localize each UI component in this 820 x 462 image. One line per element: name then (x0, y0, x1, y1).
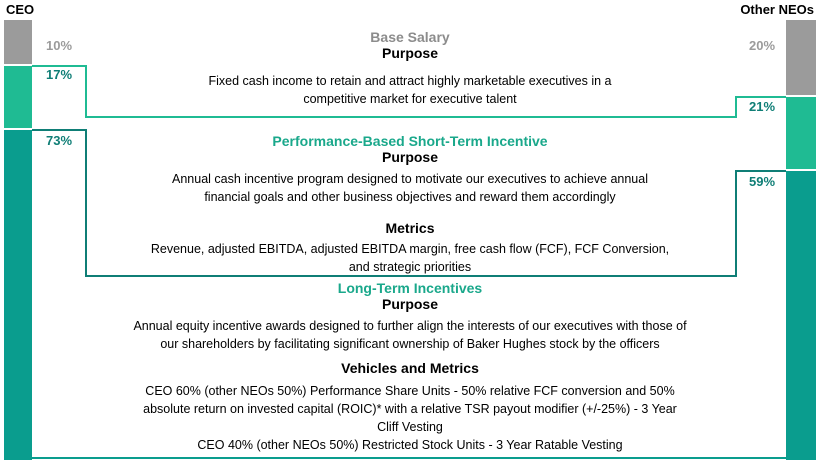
sti-purpose-line: financial goals and other business objectives and reward them accordingly (204, 190, 616, 204)
lti-title: Long-Term Incentives (337, 280, 483, 296)
sti-purpose-line: Annual cash incentive program designed to motivate our executives to achieve annual (172, 172, 648, 186)
lti-vehicles-line: absolute return on invested capital (ROIC)* with a relative TSR payout modifier (+/-25%) - 3 Year (143, 402, 677, 416)
lti-vehicles-line: Cliff Vesting (377, 420, 443, 434)
ceo-base-percent: 10% (46, 38, 73, 53)
lti-vehicles-label: Vehicles and Metrics (341, 360, 479, 376)
other-neos-header: Other NEOs (740, 2, 814, 17)
base-salary-purpose-line: competitive market for executive talent (303, 92, 517, 106)
ceo-header: CEO (6, 2, 35, 17)
base-salary-purpose-text (100, 72, 720, 108)
base-salary-purpose-label: Purpose (381, 45, 438, 61)
sti-purpose-text (90, 170, 730, 206)
neo-sti-percent: 21% (749, 99, 776, 114)
sti-purpose-label: Purpose (381, 149, 438, 165)
sti-metrics-label: Metrics (385, 220, 435, 236)
ceo-sti-percent: 17% (46, 67, 73, 82)
lti-purpose-line: Annual equity incentive awards designed to further align the interests of our executives with those of (133, 319, 687, 333)
lti-purpose-text (60, 317, 760, 353)
base-salary-title: Base Salary (370, 29, 450, 45)
sti-title: Performance-Based Short-Term Incentive (272, 133, 548, 149)
sti-metrics-line: Revenue, adjusted EBITDA, adjusted EBITDA margin, free cash flow (FCF), FCF Conversion, (150, 242, 670, 256)
lti-purpose-line: our shareholders by facilitating significant ownership of Baker Hughes stock by the officers (160, 337, 660, 351)
neo-base-percent: 20% (749, 38, 776, 53)
lti-vehicles-text (60, 382, 760, 454)
sti-metrics-line: and strategic priorities (348, 260, 472, 274)
lti-vehicles-line: CEO 60% (other NEOs 50%) Performance Share Units - 50% relative FCF conversion and 50% (145, 384, 675, 398)
ceo-lti-percent: 73% (46, 133, 73, 148)
lti-vehicles-line: CEO 40% (other NEOs 50%) Restricted Stock Units - 3 Year Ratable Vesting (197, 438, 623, 452)
lti-purpose-label: Purpose (381, 296, 438, 312)
neo-lti-percent: 59% (749, 174, 776, 189)
base-salary-purpose-line: Fixed cash income to retain and attract highly marketable executives in a (208, 74, 612, 88)
sti-metrics-text (90, 240, 730, 276)
